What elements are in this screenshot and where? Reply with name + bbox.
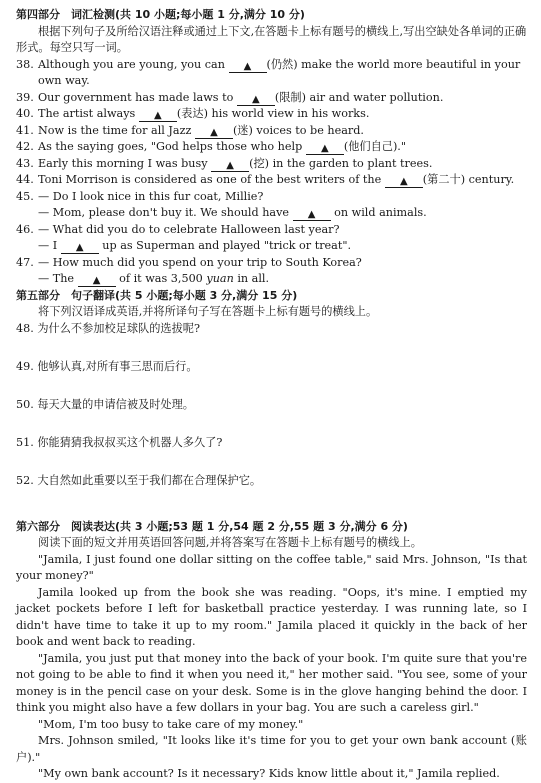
question-43: 43. Early this morning I was busy ▲ (挖) in the garden to plant trees. xyxy=(16,156,433,171)
answer-blank[interactable] xyxy=(195,125,233,139)
question-46: 46. — What did you do to celebrate Halloween last year? xyxy=(16,222,340,236)
section-instructions: 将下列汉语译成英语,并将所译句子写在答题卡上标有题号的横线上。 xyxy=(38,305,378,318)
section-four xyxy=(16,7,527,288)
question-42: 42. As the saying goes, "God helps those who help ▲ (他们自己)." xyxy=(16,140,407,154)
triangle-icon: ▲ xyxy=(399,176,408,187)
section-title: 第六部分 阅读表达(共 3 小题;53 题 1 分,54 题 2 分,55 题 3 分,满分 6 分) xyxy=(16,519,408,533)
dialogue-line: — The ▲ of it was 3,500 yuan in all. xyxy=(38,272,270,286)
passage-paragraph: Mrs. Johnson smiled, "It looks like it's time for you to get your own bank account (账户)." xyxy=(16,734,527,764)
question-47: 47. — How much did you spend on your trip to South Korea? xyxy=(16,255,362,269)
triangle-icon: ▲ xyxy=(154,110,162,121)
answer-blank[interactable] xyxy=(229,59,267,73)
section-instructions: 阅读下面的短文并用英语回答问题,并将答案写在答题卡上标有题号的横线上。 xyxy=(38,536,422,549)
answer-blank[interactable] xyxy=(211,158,249,172)
answer-blank[interactable] xyxy=(61,240,99,254)
passage-paragraph: "Mom, I'm too busy to take care of my money." xyxy=(38,717,304,731)
section-six xyxy=(16,519,527,783)
passage-paragraph: "Jamila, I just found one dollar sitting on the coffee table," said Mrs. Johnson, "Is that your money?" xyxy=(16,552,527,582)
triangle-icon: ▲ xyxy=(320,143,329,154)
section-title: 第四部分 词汇检测(共 10 小题;每小题 1 分,满分 10 分) xyxy=(16,8,305,21)
question-52: 52. 大自然如此重要以至于我们都在合理保护它。 xyxy=(16,473,262,487)
dialogue-line: — I ▲ up as Superman and played "trick or treat". xyxy=(38,239,352,253)
question-44: 44. Toni Morrison is considered as one of the best writers of the ▲ (第二十) century. xyxy=(16,173,515,187)
question-45: 45. — Do I look nice in this fur coat, Millie? xyxy=(16,189,264,203)
triangle-icon: ▲ xyxy=(252,93,260,105)
triangle-icon: ▲ xyxy=(307,209,316,220)
dialogue-line: — Mom, please don't buy it. We should have ▲ on wild animals. xyxy=(38,206,427,220)
question-50: 50. 每天大量的申请信被及时处理。 xyxy=(16,397,194,411)
passage-paragraph: Jamila looked up from the book she was reading. "Oops, it's mine. I emptied my jacket pockets before I left for basketball practice yesterday. I was running late, so I didn't have time to take it up to my room." Jamila placed it quickly in the back of her book and went back to reading. xyxy=(16,585,527,648)
section-title: 第五部分 句子翻译(共 5 小题;每小题 3 分,满分 15 分) xyxy=(16,288,298,302)
passage-paragraph: "My own bank account? Is it necessary? Kids know little about it," Jamila replied. xyxy=(38,767,500,780)
triangle-icon: ▲ xyxy=(210,126,218,138)
section-five xyxy=(16,288,527,511)
passage-paragraph: "Jamila, you just put that money into the back of your book. I'm quite sure that you're not going to be able to find it when you need it," her mother said. "You see, some of your money is in the pencil case on your desk. Some is in the glove hanging behind the door. I think you might also have a few dollars in your bag. You are such a careless girl." xyxy=(16,651,527,714)
answer-blank[interactable] xyxy=(139,108,177,122)
section-instructions: 根据下列句子及所给汉语注释或通过上下文,在答题卡上标有题号的横线上,写出空缺处各单词的正确形式。每空只写一词。 xyxy=(16,24,527,54)
answer-blank[interactable] xyxy=(306,141,344,155)
answer-blank[interactable] xyxy=(293,207,331,221)
triangle-icon: ▲ xyxy=(75,242,84,253)
question-41: 41. Now is the time for all Jazz ▲ (迷) voices to be heard. xyxy=(16,123,364,138)
question-49: 49. 他够认真,对所有事三思而后行。 xyxy=(16,359,198,373)
triangle-icon: ▲ xyxy=(92,275,101,286)
answer-blank[interactable] xyxy=(237,92,275,106)
question-40: 40. The artist always ▲ (表达) his world view in his works. xyxy=(16,107,370,121)
triangle-icon: ▲ xyxy=(226,159,234,171)
question-39: 39. Our government has made laws to ▲ (限制) air and water pollution. xyxy=(16,90,444,105)
triangle-icon: ▲ xyxy=(243,60,252,72)
question-51: 51. 你能猜猜我叔叔买这个机器人多久了? xyxy=(16,435,223,449)
answer-blank[interactable] xyxy=(385,174,423,188)
question-38: 38. Although you are young, you can ▲ (仍然) make the world more beautiful in your own way. xyxy=(16,57,521,87)
answer-blank[interactable] xyxy=(78,273,116,287)
question-48: 48. 为什么不参加校足球队的选拔呢? xyxy=(16,321,200,335)
